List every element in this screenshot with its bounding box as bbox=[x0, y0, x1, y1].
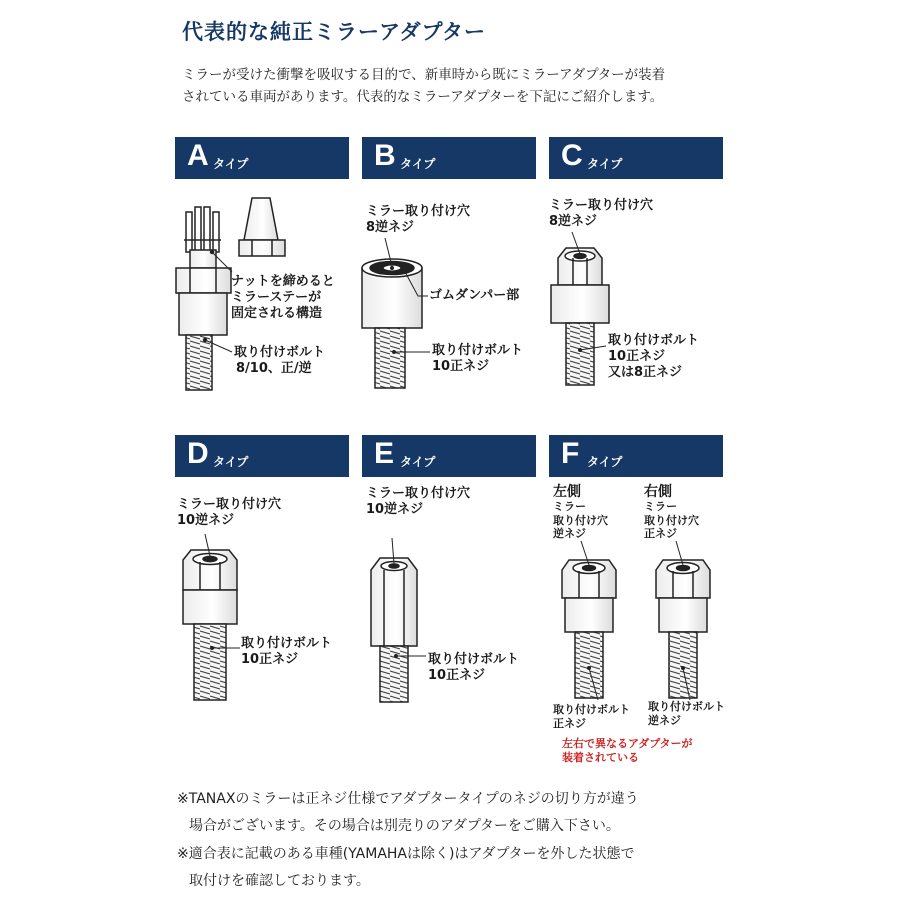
type-c-suffix: タイプ bbox=[587, 157, 623, 171]
type-b-suffix: タイプ bbox=[400, 157, 436, 171]
type-f-left-title: 左側 bbox=[553, 484, 581, 500]
type-f-left-bolt-label: 取り付けボルト 正ネジ bbox=[553, 703, 630, 730]
intro-line-1: ミラーが受けた衝撃を吸収する目的で、新車時から既にミラーアダプターが装着 bbox=[182, 67, 666, 83]
page-title: 代表的な純正ミラーアダプター bbox=[182, 20, 487, 44]
type-f-left-hole-label: ミラー 取り付け穴 逆ネジ bbox=[553, 500, 608, 540]
type-b-hole-label: ミラー取り付け穴 8逆ネジ bbox=[366, 204, 471, 235]
type-b-diagram bbox=[362, 238, 430, 388]
type-f-right-bolt-label: 取り付けボルト 逆ネジ bbox=[648, 700, 725, 727]
type-a-bolt-label: 取り付けボルト 8/10、正/逆 bbox=[234, 345, 326, 376]
type-f-right-title: 右側 bbox=[644, 484, 672, 500]
type-a-nut-note: ナットを締めると ミラーステーが 固定される構造 bbox=[231, 274, 335, 321]
type-c-hole-label: ミラー取り付け穴 8逆ネジ bbox=[549, 198, 654, 229]
type-f-letter: F bbox=[561, 437, 580, 470]
type-f-left-diagram bbox=[562, 541, 616, 700]
cap-nut-icon bbox=[239, 198, 285, 256]
type-d-letter: D bbox=[187, 437, 209, 470]
type-e-letter: E bbox=[374, 437, 395, 470]
type-f-right-hole-label: ミラー 取り付け穴 正ネジ bbox=[644, 500, 699, 540]
intro-line-2: されている車両があります。代表的なミラーアダプターを下記にご紹介します。 bbox=[182, 89, 664, 105]
type-b-letter: B bbox=[374, 139, 396, 172]
note-2: ※適合表に記載のある車種(YAMAHAは除く)はアダプターを外した状態で 取付けを確認しております。 bbox=[177, 846, 635, 889]
type-b-damper-label: ゴムダンパー部 bbox=[429, 288, 520, 303]
type-f-suffix: タイプ bbox=[587, 455, 623, 469]
type-e-hole-label: ミラー取り付け穴 10逆ネジ bbox=[366, 486, 471, 517]
type-c-diagram bbox=[551, 232, 609, 385]
type-e-bolt-label: 取り付けボルト 10正ネジ bbox=[428, 652, 520, 683]
type-d-bolt-label: 取り付けボルト 10正ネジ bbox=[241, 636, 333, 667]
type-f-warning: 左右で異なるアダプターが 装着されている bbox=[562, 737, 693, 764]
type-d-diagram bbox=[183, 534, 240, 700]
type-c-letter: C bbox=[561, 139, 583, 172]
type-e-diagram bbox=[371, 538, 426, 702]
type-a-letter: A bbox=[187, 139, 209, 172]
type-d-suffix: タイプ bbox=[213, 455, 249, 469]
type-a-suffix: タイプ bbox=[213, 157, 249, 171]
collet-fingers-icon bbox=[184, 207, 221, 252]
type-e-suffix: タイプ bbox=[400, 455, 436, 469]
note-1: ※TANAXのミラーは正ネジ仕様でアダプタータイプのネジの切り方が違う 場合がございます。その場合は別売りのアダプターをご購入下さい。 bbox=[177, 791, 639, 834]
type-f-right-diagram bbox=[656, 541, 710, 700]
type-c-bolt-label: 取り付けボルト 10正ネジ 又は8正ネジ bbox=[608, 333, 700, 380]
type-b-bolt-label: 取り付けボルト 10正ネジ bbox=[432, 343, 524, 374]
type-d-hole-label: ミラー取り付け穴 10逆ネジ bbox=[177, 497, 282, 528]
